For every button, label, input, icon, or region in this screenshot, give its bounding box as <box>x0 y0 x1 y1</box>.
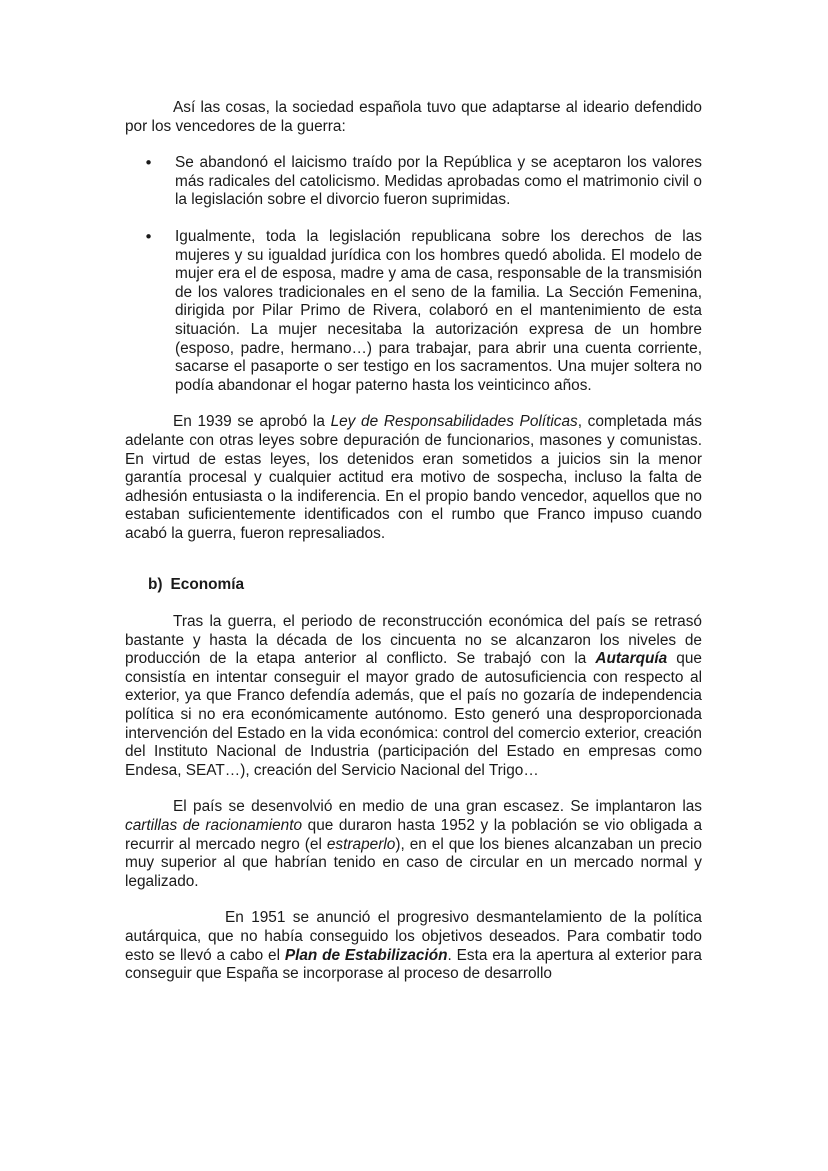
term-estraperlo: estraperlo <box>326 835 396 853</box>
paragraph-intro <box>125 99 702 136</box>
bullet-dot-icon: • <box>144 154 154 173</box>
text-run: que consistía en intentar conseguir el mayor grado de autosuficiencia con respecto al exterior, ya que Franco defendía además, que el país no gozaría de independencia política si no era económicamente autónomo. Esto generó una desproporcionada intervención del Estado en la vida económica: control del comercio exterior, creación del Instituto Nacional de Industria (participación del Estado en empresas como Endesa, SEAT…), creación del Servicio Nacional del Trigo… <box>125 650 702 779</box>
paragraph-autarquia <box>125 613 702 780</box>
section-letter: b) <box>148 576 163 594</box>
text-run: . Esta era la apertura al exterior para conseguir que España se incorporase al proceso de desarrollo <box>125 946 702 983</box>
text-run: En 1951 se anunció el progresivo desmantelamiento de la política autárquica, que no había conseguido los objetivos deseados. Para combatir todo esto se llevó a cabo el <box>125 909 702 964</box>
text-run: que duraron hasta 1952 y la población se vio obligada a recurrir al mercado negro (el <box>125 817 703 853</box>
document-page <box>125 99 702 984</box>
text-run: El país se desenvolvió en medio de una gran escasez. Se implantaron las <box>173 798 702 816</box>
law-title: Ley de Responsabilidades Políticas <box>330 413 578 431</box>
paragraph-intro-text: Así las cosas, la sociedad española tuvo que adaptarse al ideario defendido por los vencedores de la guerra: <box>125 99 702 135</box>
term-cartillas: cartillas de racionamiento <box>125 817 303 834</box>
paragraph-responsabilidades <box>125 413 702 543</box>
term-autarquia: Autarquía <box>595 650 668 668</box>
bullet-item-text: Igualmente, toda la legislación republicana sobre los derechos de las mujeres y su igualdad jurídica con los hombres quedó abolida. El modelo de mujer era el de esposa, madre y ama de casa, responsable de la transmisión de los valores tradicionales en el seno de la familia. La Sección Femenina, dirigida por Pilar Primo de Rivera, colaboró en el mantenimiento de esta situación. La mujer necesitaba la autorización expresa de un hombre (esposo, padre, hermano…) para trabajar, para abrir una cuenta corriente, sacarse el pasaporte o ser testigo en los sacramentos. Una mujer soltera no podía abandonar el hogar paterno hasta los veinticinco años. <box>175 227 702 394</box>
term-plan-estabilizacion: Plan de Estabilización <box>284 946 448 964</box>
paragraph-escasez <box>125 798 702 891</box>
paragraph-estabilizacion <box>125 909 702 983</box>
bullet-dot-icon: • <box>144 227 154 246</box>
text-run: En 1939 se aprobó la <box>173 413 331 431</box>
section-title: Economía <box>170 576 245 594</box>
bullet-item-text: Se abandonó el laicismo traído por la República y se aceptaron los valores más radicales del catolicismo. Medidas aprobadas como el matrimonio civil o la legislación sobre el divorcio fueron suprimidas. <box>175 154 702 209</box>
bullet-item-laicismo <box>125 154 702 210</box>
bullet-item-mujeres <box>125 228 702 395</box>
section-heading-economia <box>148 576 702 595</box>
text-run: ), en el que los bienes alcanzaban un precio muy superior al que habrían tenido en caso de circular en un mercado normal y legalizado. <box>125 835 702 890</box>
text-run: , completada más adelante con otras leyes sobre depuración de funcionarios, masones y comunistas. En virtud de estas leyes, los detenidos eran sometidos a juicios sin la menor garantía procesal y cualquier actitud era motivo de sospecha, incluso la falta de adhesión entusiasta o la indiferencia. En el propio bando vencedor, aquellos que no estaban suficientemente identificados con el rumbo que Franco impuso cuando acabó la guerra, fueron represaliados. <box>125 413 702 542</box>
bullet-list <box>125 154 702 395</box>
text-run: Tras la guerra, el periodo de reconstrucción económica del país se retrasó bastante y hasta la década de los cincuenta no se alcanzaron los niveles de producción de la etapa anterior al conflicto. Se trabajó con la <box>125 613 702 668</box>
